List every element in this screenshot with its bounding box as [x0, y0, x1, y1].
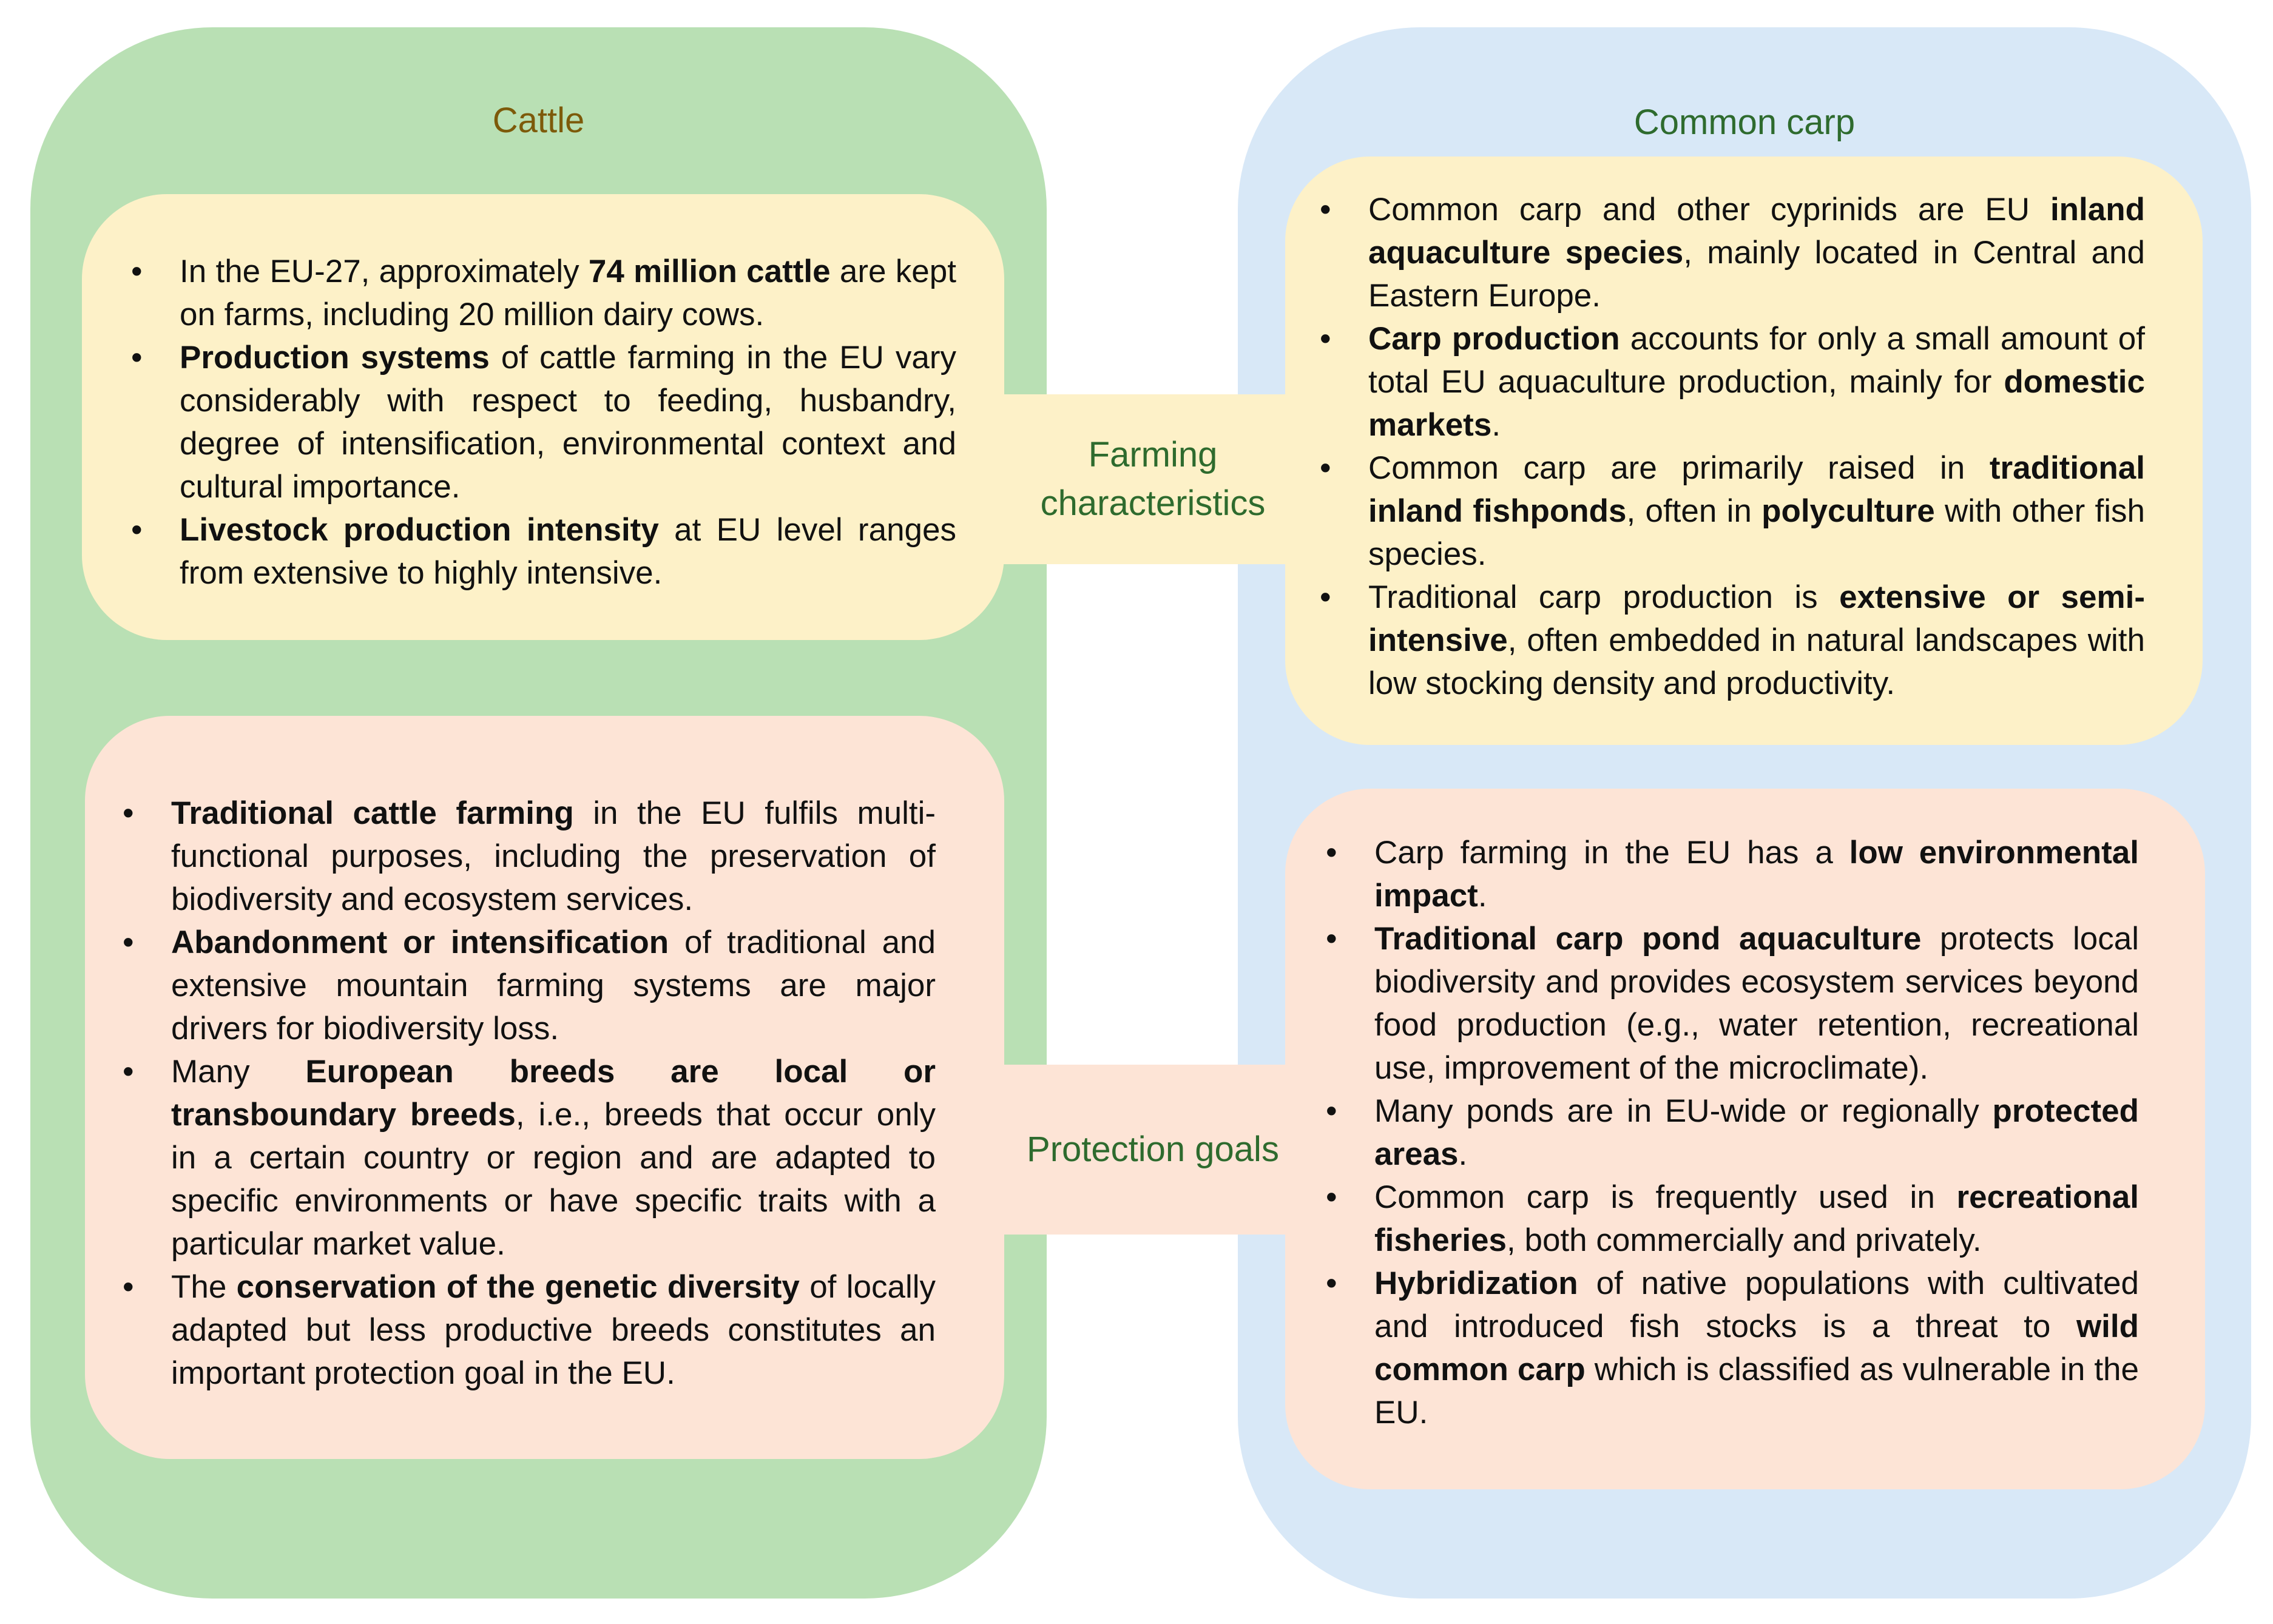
text: Common carp is frequently used in [1374, 1179, 1957, 1215]
bold-text: Traditional carp pond aquaculture [1374, 921, 1922, 957]
text: , often in [1626, 493, 1762, 529]
bullet-item [1368, 188, 2145, 317]
bullet-item [1368, 576, 2145, 705]
carp-farming-list [1368, 188, 2145, 705]
text: of native populations with cultivated and introduced fish stocks is a threat to [1374, 1265, 2139, 1344]
text: The [171, 1269, 237, 1305]
bold-text: wild common carp [1374, 1309, 2139, 1387]
farming-label-line2: characteristics [1040, 483, 1266, 523]
farming-characteristics-label [1007, 425, 1299, 534]
text: Many ponds are in EU-wide or regionally [1374, 1093, 1993, 1129]
text: accounts for only a small amount of total EU aquaculture production, mainly for [1368, 321, 2145, 400]
bold-text: domestic markets [1368, 364, 2145, 443]
bullet-item [1374, 1176, 2139, 1262]
text: which is classified as vulnerable in the EU. [1374, 1352, 2140, 1430]
text: , often embedded in natural landscapes with low stocking density and productivity. [1368, 622, 2145, 701]
text: Common carp are primarily raised in [1368, 450, 1990, 486]
bullet-item [1374, 917, 2139, 1090]
farming-label-line1: Farming [1088, 435, 1218, 474]
bold-text: protected areas [1374, 1093, 2139, 1172]
bullet-item [1374, 831, 2139, 917]
text: . [1491, 407, 1501, 443]
bold-text: traditional inland fishponds [1368, 450, 2145, 529]
text: . [1478, 878, 1487, 914]
text: in the EU fulfils multi-functional purposes, including the preservation of biodiversity and ecosystem services. [171, 795, 936, 917]
text: with other fish species. [1368, 493, 2145, 572]
bullet-item [180, 508, 956, 595]
text: protects local biodiversity and provides ecosystem services beyond food production (e.g., water retention, recreational use, improvement of the microclimate). [1374, 921, 2139, 1086]
protection-goals-label [1007, 1125, 1299, 1174]
bold-text: Production systems [180, 340, 490, 376]
bullet-item [1374, 1090, 2139, 1176]
text: Common carp and other cyprinids are EU [1368, 192, 2050, 227]
text: of locally adapted but less productive breeds constitutes an important protection goal in the EU. [171, 1269, 936, 1391]
bullet-item [1368, 317, 2145, 446]
bold-text: Traditional cattle farming [171, 795, 574, 831]
text: are kept on farms, including 20 million dairy cows. [180, 254, 956, 332]
bold-text: Hybridization [1374, 1265, 1578, 1301]
bullet-item [171, 921, 936, 1050]
common-carp-title: Common carp [1633, 103, 1856, 142]
cattle-farming-list [180, 250, 956, 595]
bullet-item [1368, 446, 2145, 576]
text: In the EU-27, approximately [180, 254, 589, 289]
text: . [1458, 1136, 1468, 1172]
bold-text: low environmental impact [1374, 835, 2139, 914]
bullet-item [171, 792, 936, 921]
bullet-item [180, 336, 956, 508]
bold-text: inland aquaculture species [1368, 192, 2145, 271]
protection-label-text: Protection goals [1027, 1130, 1279, 1169]
text: Traditional carp production is [1368, 579, 1840, 615]
bold-text: extensive or semi-intensive [1368, 579, 2145, 658]
bold-text: Carp production [1368, 321, 1620, 357]
carp-protection-list [1374, 831, 2139, 1434]
bullet-item [171, 1050, 936, 1265]
text: of traditional and extensive mountain farming systems are major drivers for biodiversity loss. [171, 925, 936, 1046]
bold-text: polyculture [1761, 493, 1935, 529]
bullet-item [171, 1265, 936, 1395]
bold-text: recreational fisheries [1374, 1179, 2139, 1258]
text: of cattle farming in the EU vary considerably with respect to feeding, husbandry, degree of intensification, environmental context and cultural importance. [180, 340, 956, 505]
bullet-item [1374, 1262, 2139, 1434]
bold-text: European breeds are local or transboundary breeds [171, 1054, 936, 1133]
text: , both commercially and privately. [1507, 1222, 1982, 1258]
bold-text: Livestock production intensity [180, 512, 659, 548]
bold-text: conservation of the genetic diversity [236, 1269, 800, 1305]
cattle-title: Cattle [492, 101, 585, 140]
text: , mainly located in Central and Eastern Europe. [1368, 235, 2145, 314]
text: , i.e., breeds that occur only in a certain country or region and are adapted to specific environments or have specific traits with a particular market value. [171, 1097, 936, 1262]
bullet-item [180, 250, 956, 336]
bold-text: Abandonment or intensification [171, 925, 669, 960]
text: Many [171, 1054, 306, 1090]
text: Carp farming in the EU has a [1374, 835, 1849, 871]
bold-text: 74 million cattle [588, 254, 831, 289]
text: at EU level ranges from extensive to highly intensive. [180, 512, 956, 591]
cattle-protection-list [171, 792, 936, 1395]
